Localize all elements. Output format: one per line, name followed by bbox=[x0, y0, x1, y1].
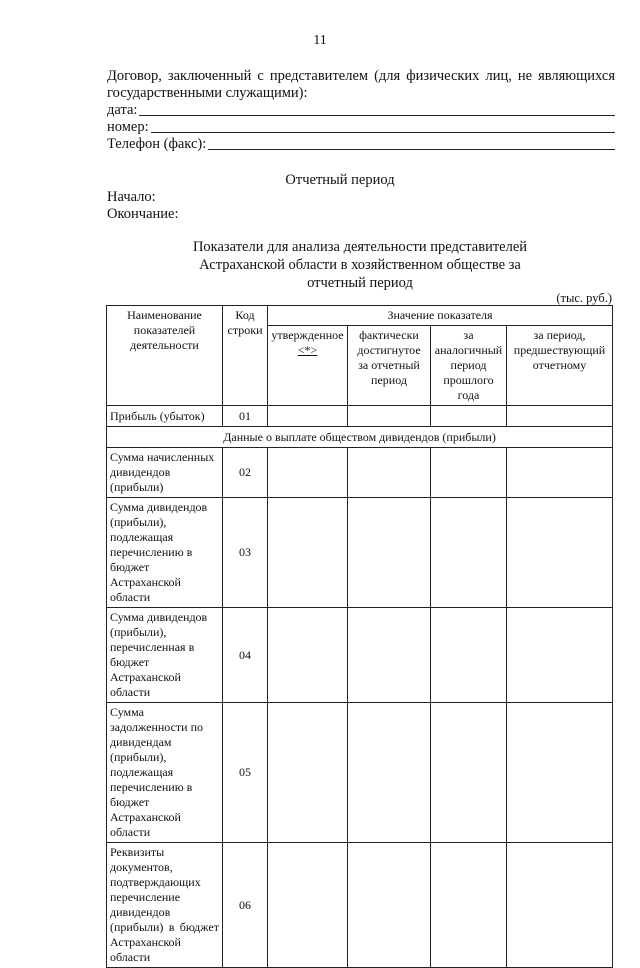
header-actual: фактически достигнутое за отчетный период bbox=[348, 326, 431, 406]
table-row bbox=[107, 498, 613, 608]
row-name: Сумма задолженности по дивидендам (прибыли), подлежащая перечислению в бюджет Астраханской области bbox=[107, 703, 223, 843]
contract-block bbox=[107, 68, 615, 153]
contract-intro: Договор, заключенный с представителем (для физических лиц, не являющихся государственными служащими): bbox=[107, 68, 615, 101]
row-code: 04 bbox=[223, 608, 268, 703]
cell-prev-period[interactable] bbox=[507, 608, 613, 703]
row-name: Сумма дивидендов (прибыли), подлежащая перечислению в бюджет Астраханской области bbox=[107, 498, 223, 608]
table-header-row bbox=[107, 306, 613, 326]
header-name: Наименование показателей деятельности bbox=[107, 306, 223, 406]
table-row bbox=[107, 703, 613, 843]
row-name: Сумма дивидендов (прибыли), перечисленная в бюджет Астраханской области bbox=[107, 608, 223, 703]
cell-prev-year[interactable] bbox=[431, 498, 507, 608]
cell-approved[interactable] bbox=[268, 703, 348, 843]
cell-prev-period[interactable] bbox=[507, 843, 613, 968]
row-code: 02 bbox=[223, 448, 268, 498]
cell-prev-year[interactable] bbox=[431, 843, 507, 968]
indicators-table bbox=[106, 305, 613, 968]
phone-label: Телефон (факс): bbox=[107, 136, 207, 152]
header-value-group: Значение показателя bbox=[268, 306, 613, 326]
period-start-label: Начало: bbox=[107, 189, 156, 205]
row-name: Сумма начисленных дивидендов (прибыли) bbox=[107, 448, 223, 498]
cell-prev-period[interactable] bbox=[507, 703, 613, 843]
table-title-line1: Показатели для анализа деятельности представителей bbox=[192, 239, 528, 255]
cell-approved[interactable] bbox=[268, 406, 348, 427]
cell-prev-period[interactable] bbox=[507, 498, 613, 608]
cell-approved[interactable] bbox=[268, 448, 348, 498]
row-code: 01 bbox=[223, 406, 268, 427]
cell-prev-period[interactable] bbox=[507, 448, 613, 498]
table-title-line2: Астраханской области в хозяйственном обществе за bbox=[199, 257, 521, 273]
cell-prev-period[interactable] bbox=[507, 406, 613, 427]
table-title bbox=[0, 238, 640, 292]
phone-blank bbox=[208, 149, 615, 150]
units-label: (тыс. руб.) bbox=[556, 291, 612, 305]
contract-number-label: номер: bbox=[107, 119, 149, 135]
cell-prev-year[interactable] bbox=[431, 608, 507, 703]
period-block bbox=[107, 189, 179, 223]
period-end-label: Окончание: bbox=[107, 206, 179, 222]
cell-approved[interactable] bbox=[268, 498, 348, 608]
header-approved-text: утвержденное bbox=[271, 328, 344, 342]
table-row bbox=[107, 448, 613, 498]
header-prev-period: за период, предшествующий отчетному bbox=[507, 326, 613, 406]
cell-approved[interactable] bbox=[268, 843, 348, 968]
cell-prev-year[interactable] bbox=[431, 406, 507, 427]
page-number: 11 bbox=[313, 33, 327, 48]
cell-approved[interactable] bbox=[268, 608, 348, 703]
header-code: Код строки bbox=[223, 306, 268, 406]
cell-actual[interactable] bbox=[348, 843, 431, 968]
table-row bbox=[107, 843, 613, 968]
contract-date-line[interactable] bbox=[107, 102, 615, 119]
phone-line[interactable] bbox=[107, 136, 615, 153]
cell-actual[interactable] bbox=[348, 448, 431, 498]
cell-actual[interactable] bbox=[348, 608, 431, 703]
header-approved bbox=[268, 326, 348, 406]
row-code: 06 bbox=[223, 843, 268, 968]
table-section-row bbox=[107, 427, 613, 448]
table-row bbox=[107, 608, 613, 703]
contract-number-line[interactable] bbox=[107, 119, 615, 136]
contract-number-blank bbox=[151, 132, 615, 133]
cell-prev-year[interactable] bbox=[431, 703, 507, 843]
period-title: Отчетный период bbox=[285, 172, 395, 188]
cell-prev-year[interactable] bbox=[431, 448, 507, 498]
row-name: Реквизиты документов, подтверждающих перечисление дивидендов (прибыли) в бюджет Астраханской области bbox=[107, 843, 223, 968]
footnote-link[interactable]: <*> bbox=[297, 343, 318, 357]
cell-actual[interactable] bbox=[348, 406, 431, 427]
table-title-line3: отчетный период bbox=[307, 275, 413, 291]
contract-date-label: дата: bbox=[107, 102, 138, 118]
row-code: 03 bbox=[223, 498, 268, 608]
section-title: Данные о выплате обществом дивидендов (прибыли) bbox=[107, 427, 613, 448]
row-name: Прибыль (убыток) bbox=[107, 406, 223, 427]
cell-actual[interactable] bbox=[348, 703, 431, 843]
table-row-profit bbox=[107, 406, 613, 427]
row-code: 05 bbox=[223, 703, 268, 843]
header-prev-year: за аналогичный период прошлого года bbox=[431, 326, 507, 406]
cell-actual[interactable] bbox=[348, 498, 431, 608]
contract-date-blank bbox=[139, 115, 615, 116]
